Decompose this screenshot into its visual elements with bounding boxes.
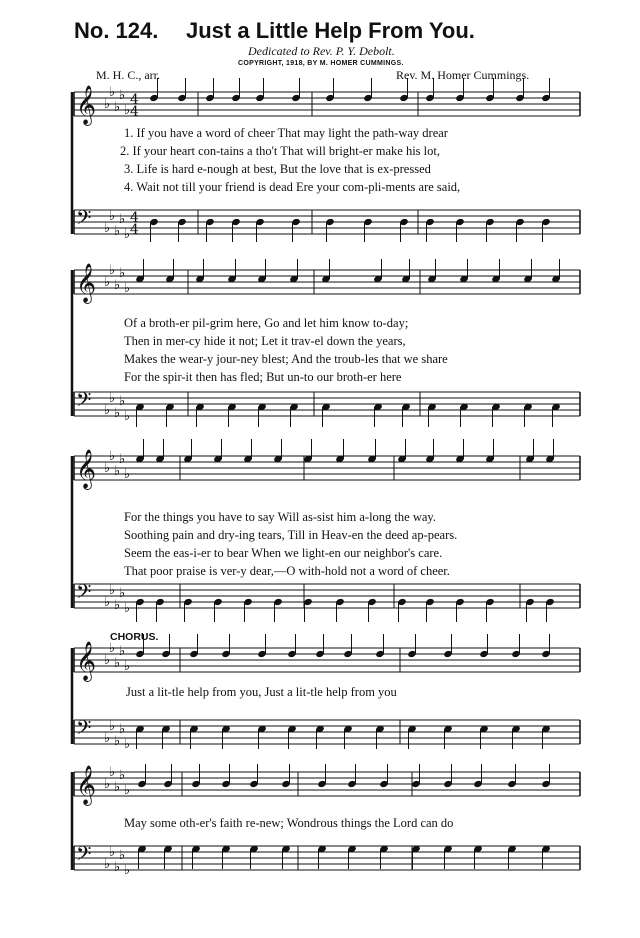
- flat-icon: ♭: [119, 848, 126, 863]
- flat-icon: ♭: [114, 224, 121, 239]
- lyric-s3-v2: Soothing pain and dry-ing tears, Till in Heav-en the deed ap-pears.: [124, 528, 458, 542]
- time-signature-top: 4: [130, 210, 139, 226]
- time-signature-bottom: 4: [130, 222, 139, 238]
- flat-icon: ♭: [124, 227, 131, 242]
- flat-icon: ♭: [124, 659, 131, 674]
- flat-icon: ♭: [104, 403, 111, 418]
- treble-clef-icon: 𝄞: [76, 449, 97, 489]
- flat-icon: ♭: [114, 406, 121, 421]
- copyright-notice: COPYRIGHT, 1918, BY M. HOMER CUMMINGS.: [238, 60, 404, 67]
- flat-icon: ♭: [109, 391, 116, 406]
- flat-icon: ♭: [114, 278, 121, 293]
- lyric-s1-v1: 1. If you have a word of cheer That may light the path-way drear: [124, 126, 448, 140]
- flat-icon: ♭: [114, 860, 121, 875]
- flat-icon: ♭: [114, 100, 121, 115]
- flat-icon: ♭: [124, 601, 131, 616]
- lyric-s3-v3: Seem the eas-i-er to bear When we light-en our neighbor's care.: [124, 546, 443, 560]
- lyric-s1-v2: 2. If your heart con-tains a tho't That will bright-er make his lot,: [120, 144, 440, 158]
- hymn-number: No. 124.: [74, 18, 159, 43]
- flat-icon: ♭: [104, 857, 111, 872]
- flat-icon: ♭: [119, 768, 126, 783]
- lyric-s2-v3: Makes the wear-y jour-ney blest; And the troub-les that we share: [124, 352, 448, 366]
- flat-icon: ♭: [124, 281, 131, 296]
- flat-icon: ♭: [104, 97, 111, 112]
- flat-icon: ♭: [114, 734, 121, 749]
- flat-icon: ♭: [104, 731, 111, 746]
- flat-icon: ♭: [109, 209, 116, 224]
- flat-icon: ♭: [119, 266, 126, 281]
- hymn-title: Just a Little Help From You.: [186, 18, 475, 43]
- lyric-chorus-1: Just a lit-tle help from you, Just a lit-tle help from you: [126, 685, 397, 699]
- flat-icon: ♭: [114, 656, 121, 671]
- flat-icon: ♭: [124, 467, 131, 482]
- flat-icon: ♭: [119, 644, 126, 659]
- flat-icon: ♭: [104, 653, 111, 668]
- treble-clef-icon: 𝄞: [76, 263, 97, 303]
- bass-clef-icon: 𝄢: [76, 206, 92, 234]
- flat-icon: ♭: [104, 777, 111, 792]
- lyric-s1-v3: 3. Life is hard e-nough at best, But the love that is ex-pressed: [124, 162, 431, 176]
- flat-icon: ♭: [119, 88, 126, 103]
- flat-icon: ♭: [124, 409, 131, 424]
- treble-clef-icon: 𝄞: [76, 641, 97, 681]
- bass-clef-icon: 𝄢: [76, 580, 92, 608]
- flat-icon: ♭: [119, 722, 126, 737]
- chorus-label: CHORUS.: [110, 631, 159, 643]
- lyric-s1-v4: 4. Wait not till your friend is dead Ere your com-pli-ments are said,: [124, 180, 461, 194]
- dedication: Dedicated to Rev. P. Y. Debolt.: [248, 44, 395, 58]
- lyric-chorus-2: May some oth-er's faith re-new; Wondrous things the Lord can do: [124, 816, 454, 830]
- flat-icon: ♭: [119, 212, 126, 227]
- lyric-s2-v1: Of a broth-er pil-grim here, Go and let him know to-day;: [124, 316, 409, 330]
- flat-icon: ♭: [114, 464, 121, 479]
- flat-icon: ♭: [109, 845, 116, 860]
- lyric-s2-v2: Then in mer-cy hide it not; Let it trav-el down the years,: [124, 334, 406, 348]
- composer-credit: Rev. M. Homer Cummings.: [396, 68, 530, 82]
- flat-icon: ♭: [124, 863, 131, 878]
- flat-icon: ♭: [109, 765, 116, 780]
- flat-icon: ♭: [104, 461, 111, 476]
- lyric-s2-v4: For the spir-it then has fled; But un-to our broth-er here: [124, 370, 402, 384]
- flat-icon: ♭: [124, 103, 131, 118]
- flat-icon: ♭: [124, 783, 131, 798]
- flat-icon: ♭: [119, 394, 126, 409]
- treble-clef-icon: 𝄞: [76, 85, 97, 125]
- flat-icon: ♭: [114, 598, 121, 613]
- flat-icon: ♭: [104, 595, 111, 610]
- lyric-s3-v1: For the things you have to say Will as-sist him a-long the way.: [124, 510, 436, 524]
- flat-icon: ♭: [114, 780, 121, 795]
- time-signature-bottom: 4: [130, 104, 139, 120]
- flat-icon: ♭: [119, 452, 126, 467]
- time-signature-top: 4: [130, 92, 139, 108]
- flat-icon: ♭: [124, 737, 131, 752]
- flat-icon: ♭: [109, 583, 116, 598]
- flat-icon: ♭: [109, 719, 116, 734]
- flat-icon: ♭: [109, 449, 116, 464]
- flat-icon: ♭: [104, 275, 111, 290]
- flat-icon: ♭: [109, 85, 116, 100]
- treble-clef-icon: 𝄞: [76, 765, 97, 805]
- bass-clef-icon: 𝄢: [76, 842, 92, 870]
- flat-icon: ♭: [104, 221, 111, 236]
- flat-icon: ♭: [109, 263, 116, 278]
- flat-icon: ♭: [109, 641, 116, 656]
- lyric-s3-v4: That poor praise is ver-y dear,—O with-hold not a word of cheer.: [124, 564, 450, 578]
- arranger-credit: M. H. C., arr.: [96, 68, 160, 82]
- flat-icon: ♭: [119, 586, 126, 601]
- bass-clef-icon: 𝄢: [76, 388, 92, 416]
- bass-clef-icon: 𝄢: [76, 716, 92, 744]
